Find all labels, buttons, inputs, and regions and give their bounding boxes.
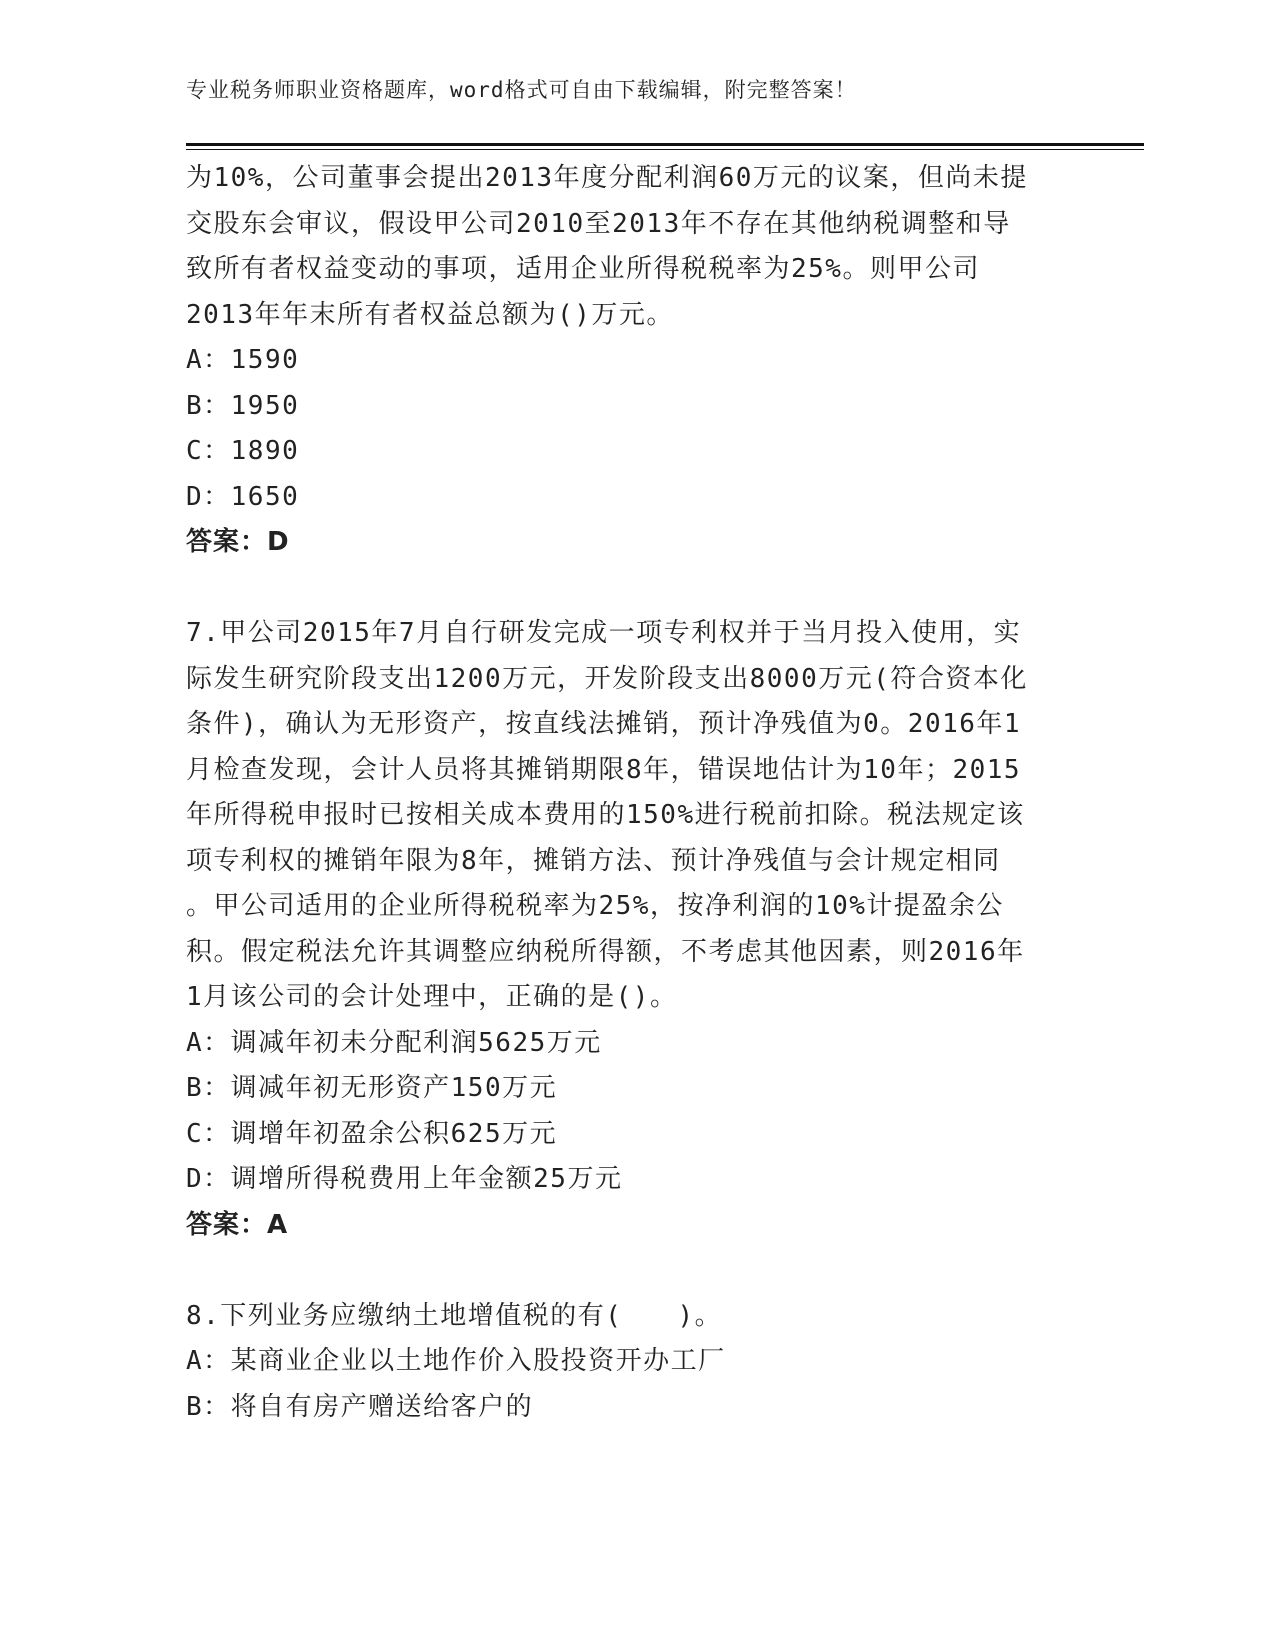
option-a: A：1590	[186, 345, 300, 375]
option-d: D：调增所得税费用上年金额25万元	[186, 1164, 623, 1194]
answer-label: 答案：D	[186, 527, 290, 557]
option-b: B：1950	[186, 390, 300, 421]
header-rule-thick	[186, 143, 1144, 146]
question-text-line: 。甲公司适用的企业所得税税率为25%，按净利润的10%计提盈余公	[186, 891, 1004, 921]
option-b: B：调减年初无形资产150万元	[186, 1073, 558, 1103]
question-text-line: 1月该公司的会计处理中，正确的是()。	[186, 982, 678, 1012]
question-8	[186, 1294, 1086, 1431]
option-c: C：1890	[186, 436, 300, 466]
question-spacer	[186, 1248, 1086, 1294]
page-header: 专业税务师职业资格题库，word格式可自由下载编辑，附完整答案！	[186, 78, 857, 102]
answer-label: 答案：A	[186, 1209, 289, 1240]
question-text-line: 际发生研究阶段支出1200万元，开发阶段支出8000万元(符合资本化	[186, 663, 1028, 694]
question-text-line: 条件)，确认为无形资产，按直线法摊销，预计净残值为0。2016年1	[186, 709, 1022, 739]
question-text-line: 年所得税申报时已按相关成本费用的150%进行税前扣除。税法规定该	[186, 800, 1025, 830]
question-text-line: 为10%，公司董事会提出2013年度分配利润60万元的议案，但尚未提	[186, 163, 1028, 193]
question-text-line: 7.甲公司2015年7月自行研发完成一项专利权并于当月投入使用，实	[186, 618, 1022, 648]
header-rule-thin	[186, 149, 1144, 150]
option-c: C：调增年初盈余公积625万元	[186, 1118, 558, 1149]
question-spacer	[186, 566, 1086, 612]
option-d: D：1650	[186, 481, 300, 512]
question-text-line: 积。假定税法允许其调整应纳税所得额，不考虑其他因素，则2016年	[186, 936, 1025, 967]
option-a: A：某商业企业以土地作价入股投资开办工厂	[186, 1346, 726, 1376]
option-a: A：调减年初未分配利润5625万元	[186, 1027, 602, 1058]
question-text-line: 2013年年末所有者权益总额为()万元。	[186, 299, 674, 330]
question-text-line: 月检查发现，会计人员将其摊销期限8年，错误地估计为10年；2015	[186, 754, 1022, 785]
question-text-line: 8.下列业务应缴纳土地增值税的有( )。	[186, 1300, 723, 1331]
question-text-line: 项专利权的摊销年限为8年，摊销方法、预计净残值与会计规定相同	[186, 845, 1001, 876]
question-6	[186, 156, 1086, 566]
document-body	[186, 156, 1086, 1430]
question-text-line: 致所有者权益变动的事项，适用企业所得税税率为25%。则甲公司	[186, 254, 980, 284]
question-text-line: 交股东会审议，假设甲公司2010至2013年不存在其他纳税调整和导	[186, 208, 1011, 239]
question-7	[186, 611, 1086, 1248]
option-b: B：将自有房产赠送给客户的	[186, 1391, 534, 1422]
